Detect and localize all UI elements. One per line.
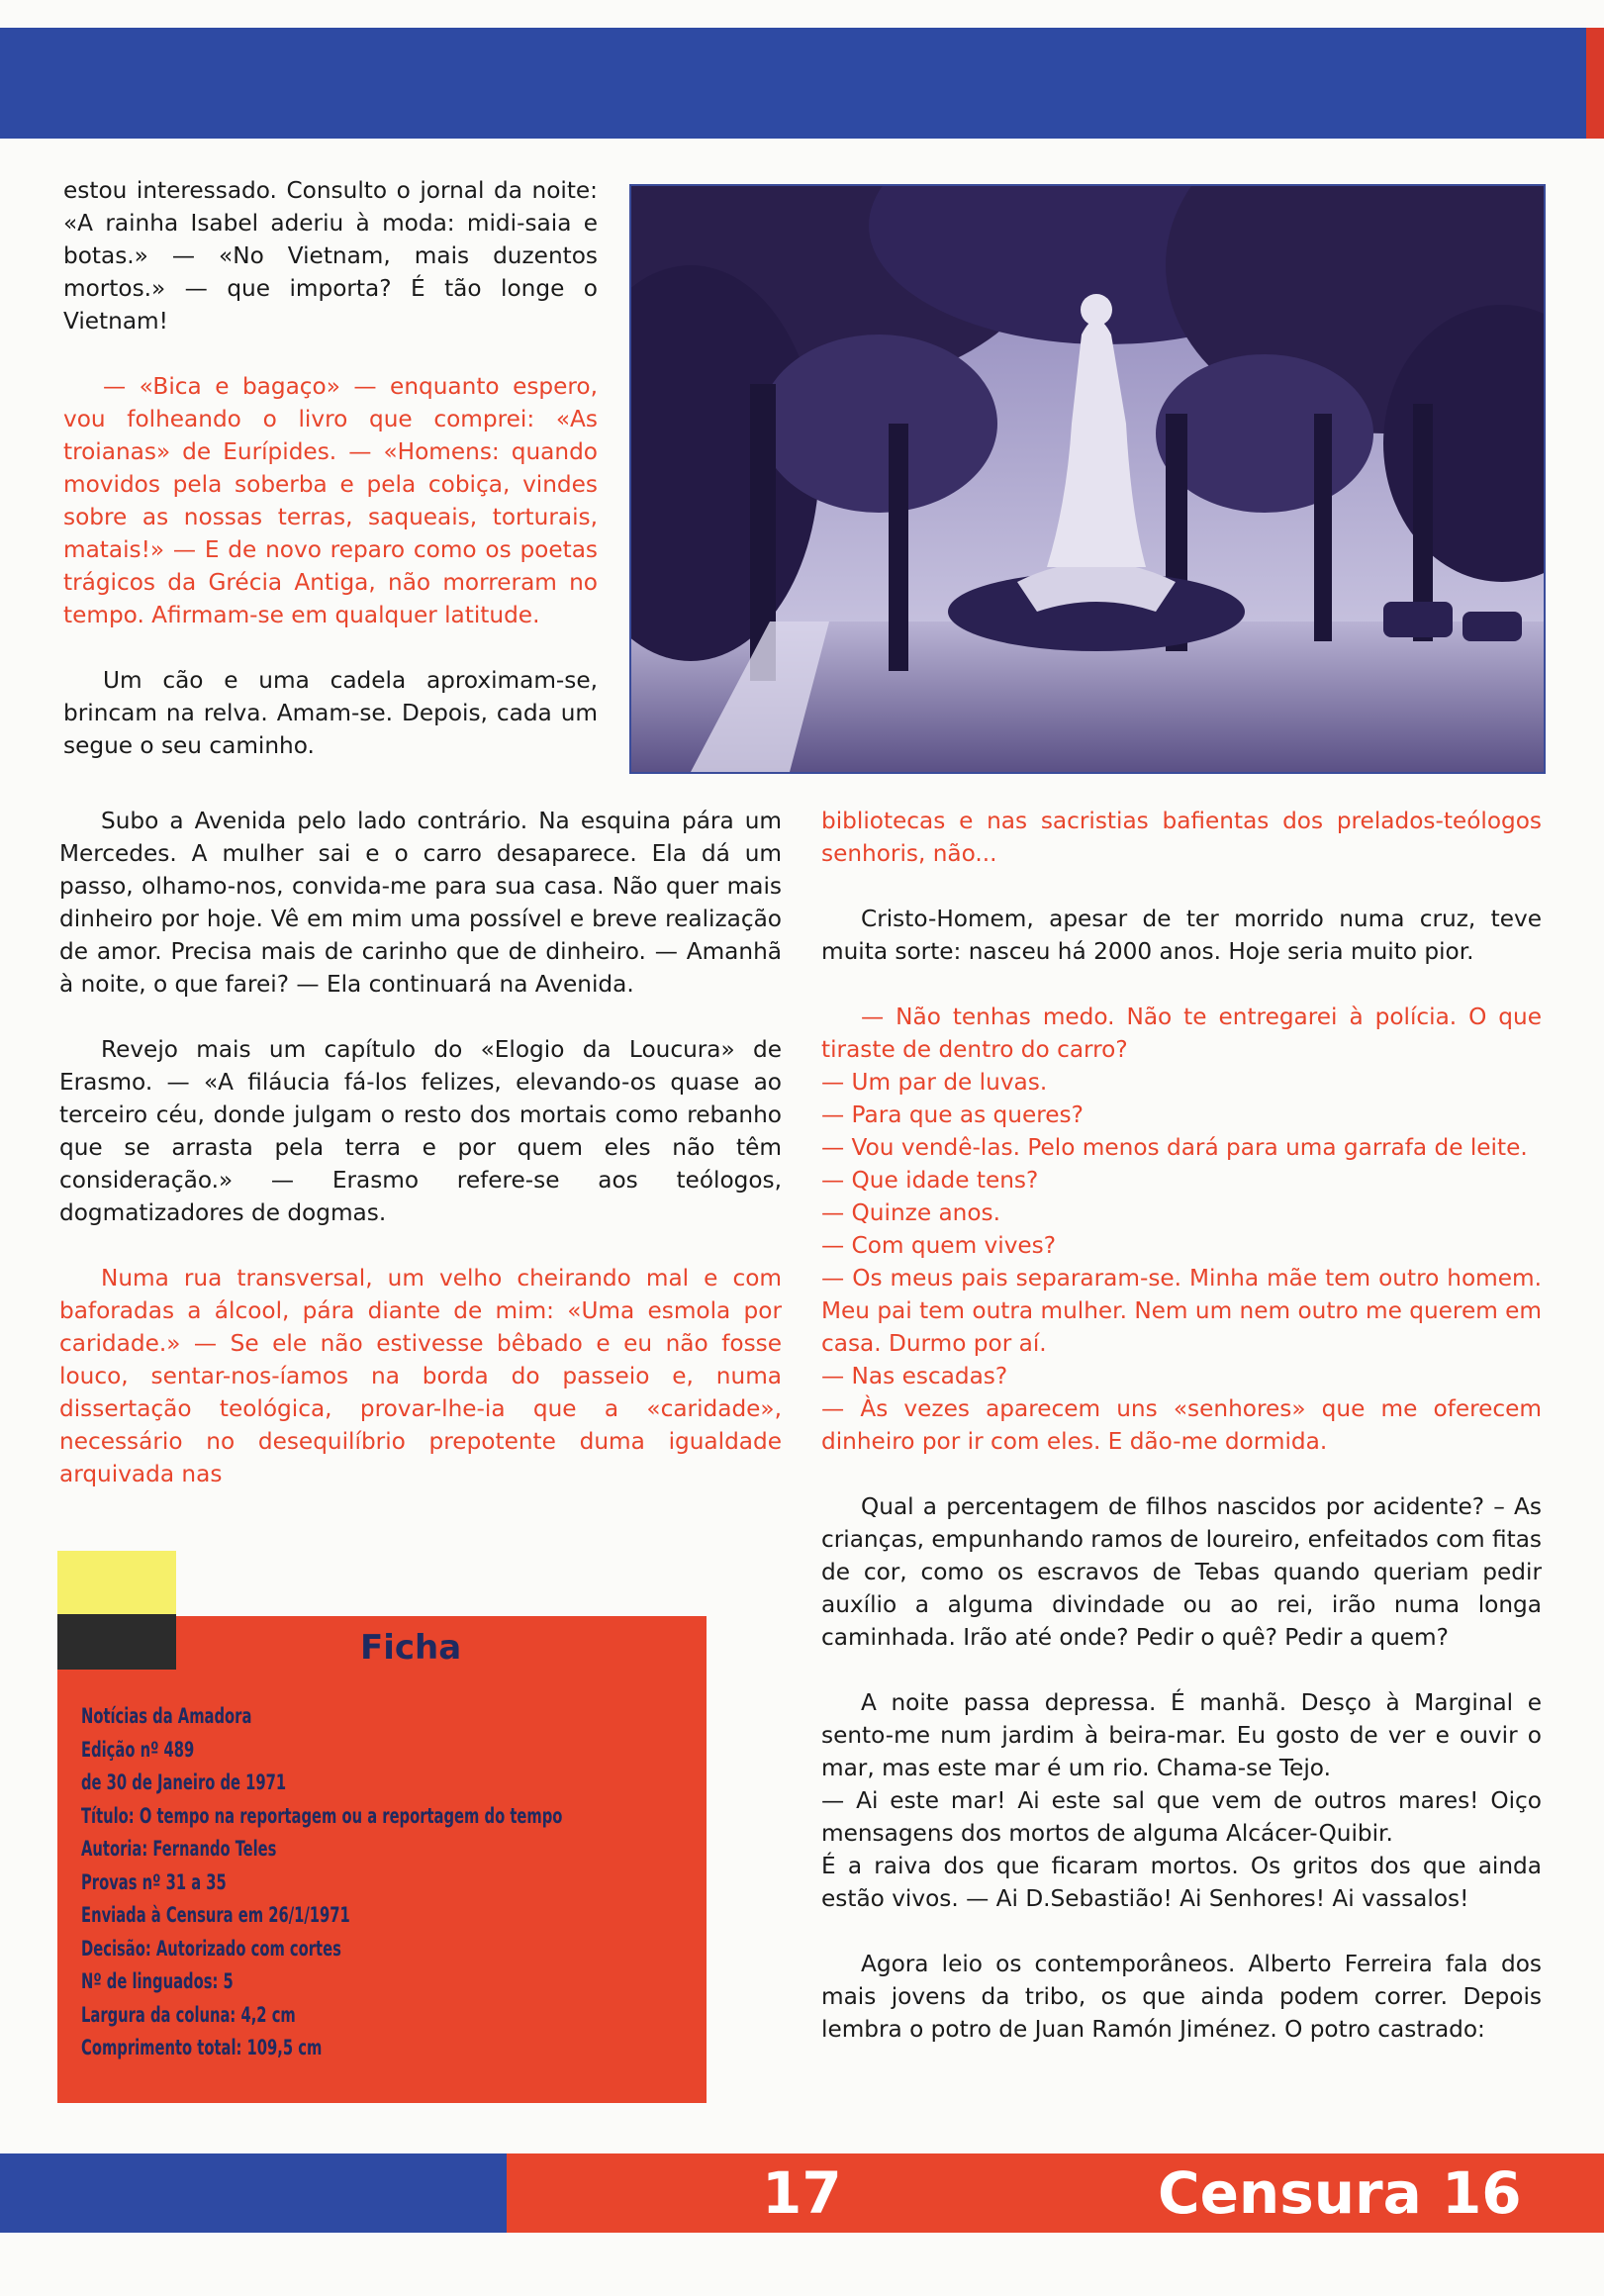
paragraph: Subo a Avenida pelo lado contrário. Na esquina pára um Mercedes. A mulher sai e o carro desaparece. Ela dá um passo, olhamo-nos, convida-me para sua casa. Não quer mais dinheiro por hoje. Vê em mim uma possível e breve realização de amor. Precisa mais de carinho que de dinheiro. — Amanhã à noite, o que farei? — Ela continuará na Avenida. (59, 808, 782, 998)
ficha-line: Enviada à Censura em 26/1/1971 (81, 1903, 350, 1927)
paragraph: Agora leio os contemporâneos. Alberto Ferreira fala dos mais jovens da tribo, os que ainda podem correr. Depois lembra o potro de Juan Ramón Jiménez. O potro castrado: (821, 1951, 1542, 2043)
page-number: 17 (762, 2159, 842, 2227)
publication-name: Censura 16 (1158, 2159, 1522, 2227)
ficha-line: de 30 de Janeiro de 1971 (81, 1770, 287, 1794)
ficha-yellow-tab (57, 1551, 176, 1614)
paragraph-red: Numa rua transversal, um velho cheirando mal e com baforadas a álcool, pára diante de mim: «Uma esmola por caridade.» — Se ele não estivesse bêbado e eu não fosse louco, sentar-nos-íamos na borda do passeio e, numa dissertação teológica, provar-lhe-ia que a «caridade», necessário no desequilíbrio prepotente duma igualdade arquivada nas (59, 1265, 782, 1487)
ficha-box (57, 1616, 707, 2103)
ficha-line: Comprimento total: 109,5 cm (81, 2036, 323, 2059)
statue-avenue-photo (629, 184, 1546, 774)
ficha-line: Nº de linguados: 5 (81, 1969, 234, 1993)
ficha-line: Edição nº 489 (81, 1737, 195, 1762)
ficha-line: Decisão: Autorizado com cortes (81, 1936, 341, 1961)
ficha-title: Ficha (360, 1628, 462, 1668)
paragraph-red: — «Bica e bagaço» — enquanto espero, vou folheando o livro que comprei: «As troianas» de Eurípides. — «Homens: quando movidos pela soberba e pela cobiça, vindes sobre as nossas terras, saqueais, torturais, matais!» — E de novo reparo como os poetas trágicos da Grécia Antiga, não morreram no tempo. Afirmam-se em qualquer latitude. (63, 373, 598, 628)
paragraph: Revejo mais um capítulo do «Elogio da Loucura» de Erasmo. — «A filáucia fá-los felizes, elevando-os quase ao terceiro céu, donde julgam o resto dos mortais como rebanho que se arrasta pela terra e por quem eles não têm consideração.» — Erasmo refere-se aos teólogos, dogmatizadores de dogmas. (59, 1036, 782, 1226)
left-column-top (63, 174, 598, 762)
paragraph-red: bibliotecas e nas sacristias bafientas dos prelados-teólogos senhoris, não... (821, 808, 1542, 867)
ficha-list (81, 1700, 562, 2065)
paragraph: Um cão e uma cadela aproximam-se, brincam na relva. Amam-se. Depois, cada um segue o seu caminho. (63, 667, 598, 759)
top-band-red-edge (1586, 28, 1604, 139)
ficha-line: Notícias da Amadora (81, 1704, 252, 1728)
ficha-line: Largura da coluna: 4,2 cm (81, 2002, 296, 2027)
photo-image (631, 186, 1544, 772)
paragraph: Cristo-Homem, apesar de ter morrido numa cruz, teve muita sorte: nasceu há 2000 anos. Hoje seria muito pior. (821, 906, 1542, 965)
paragraph: A noite passa depressa. É manhã. Desço à Marginal e sento-me num jardim à beira-mar. Eu gosto de ver e ouvir o mar, mas este mar é um rio. Chama-se Tejo. — Ai este mar! Ai este sal que vem de outros mares! Oiço mensagens dos mortos de alguma Alcácer-Quibir. É a raiva dos que ficaram mortos. Os gritos dos que ainda estão vivos. — Ai D.Sebastião! Ai Senhores! Ai vassalos! (821, 1689, 1542, 1912)
dialogue-red: — Não tenhas medo. Não te entregarei à polícia. O que tiraste de dentro do carro? — Um par de luvas. — Para que as queres? — Vou vendê-las. Pelo menos dará para uma garrafa de leite. — Que idade tens? — Quinze anos. — Com quem vives? — Os meus pais separaram-se. Minha mãe tem outro homem. Meu pai tem outra mulher. Nem um nem outro me querem em casa. Durmo por aí. — Nas escadas? — Às vezes aparecem uns «senhores» que me oferecem dinheiro por ir com eles. E dão-me dormida. (821, 1004, 1543, 1455)
paragraph: estou interessado. Consulto o jornal da noite: «A rainha Isabel aderiu à moda: midi-saia e botas.» — «No Vietnam, mais duzentos mortos.» — que importa? É tão longe o Vietnam! (63, 177, 598, 335)
left-column-bottom (59, 805, 782, 1490)
right-column (821, 805, 1542, 2046)
ficha-line: Autoria: Fernando Teles (81, 1837, 277, 1861)
ficha-dark-tab (57, 1614, 176, 1670)
top-color-band (0, 28, 1604, 139)
paragraph: Qual a percentagem de filhos nascidos por acidente? – As crianças, empunhando ramos de loureiro, enfeitados com fitas de cor, como os escravos de Tebas quando queriam pedir auxílio a alguma divindade ou ao rei, irão numa longa caminhada. Irão até onde? Pedir o quê? Pedir a quem? (821, 1493, 1542, 1651)
ficha-line: Provas nº 31 a 35 (81, 1869, 227, 1894)
ficha-line: Título: O tempo na reportagem ou a reportagem do tempo (81, 1803, 563, 1828)
